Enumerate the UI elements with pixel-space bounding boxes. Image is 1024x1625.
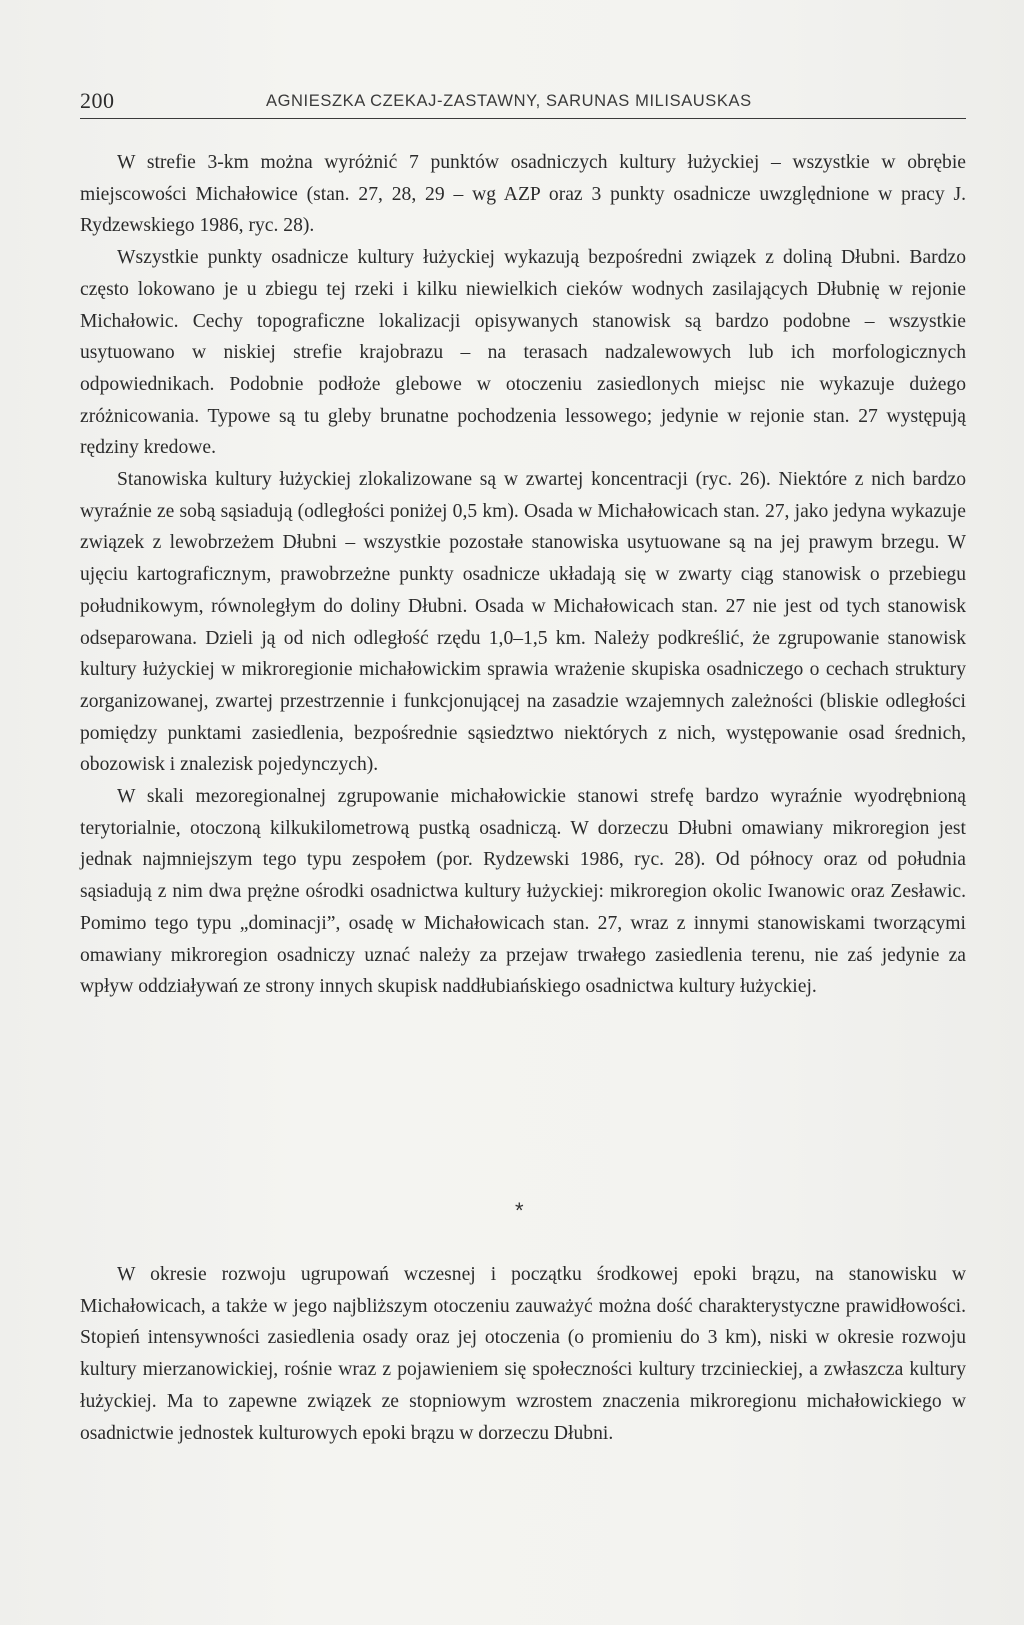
paragraph: Stanowiska kultury łużyckiej zlokalizowane są w zwartej koncentracji (ryc. 26). Niektóre z nich bardzo wyraźnie ze sobą sąsiadują (odległości poniżej 0,5 km). Osada w Michałowicach stan. 27, jako jedyna wykazuje związek z lewobrzeżem Dłubni – wszystkie pozostałe stanowiska usytuowane są na jej prawym brzegu. W ujęciu kartograficznym, prawobrzeżne punkty osadnicze układają się w zwarty ciąg stanowisk o przebiegu południkowym, równoległym do doliny Dłubni. Osada w Michałowicach stan. 27 nie jest od tych stanowisk odseparowana. Dzieli ją od nich odległość rzędu 1,0–1,5 km. Należy podkreślić, że zgrupowanie stanowisk kultury łużyckiej w mikroregionie michałowickim sprawia wrażenie skupiska osadniczego o cechach struktury zorganizowanej, zwartej przestrzennie i funkcjonującej na zasadzie wzajemnych zależności (bliskie odległości pomiędzy punktami zasiedlenia, bezpośrednie sąsiedztwo niektórych z nich, występowanie osad średnich, obozowisk i znalezisk pojedynczych).: [80, 469, 966, 776]
paragraph: W strefie 3-km można wyróżnić 7 punktów osadniczych kultury łużyckiej – wszystkie w obrębie miejscowości Michałowice (stan. 27, 28, 29 – wg AZP oraz 3 punkty osadnicze uwzględnione w pracy J. Rydzewskiego 1986, ryc. 28).: [80, 152, 966, 237]
text-section-bronze-age-summary: [80, 1259, 966, 1449]
paragraph: W okresie rozwoju ugrupowań wczesnej i początku środkowej epoki brązu, na stanowisku w Michałowicach, a także w jego najbliższym otoczeniu zauważyć można dość charakterystyczne prawidłowości. Stopień intensywności zasiedlenia osady oraz jej otoczenia (o promieniu do 3 km), niski w okresie rozwoju kultury mierzanowickiej, rośnie wraz z pojawieniem się społeczności kultury trzcinieckiej, a zwłaszcza kultury łużyckiej. Ma to zapewne związek ze stopniowym wzrostem znaczenia mikroregionu michałowickiego w osadnictwie jednostek kulturowych epoki brązu w dorzeczu Dłubni.: [80, 1264, 966, 1444]
paragraph: Wszystkie punkty osadnicze kultury łużyckiej wykazują bezpośredni związek z doliną Dłubni. Bardzo często lokowano je u zbiegu tej rzeki i kilku niewielkich cieków wodnych zasilających Dłubnię w rejonie Michałowic. Cechy topograficzne lokalizacji opisywanych stanowisk są bardzo podobne – wszystkie usytuowano w niskiej strefie krajobrazu – na terasach nadzalewowych lub ich morfologicznych odpowiednikach. Podobnie podłoże glebowe w otoczeniu zasiedlonych miejsc nie wykazuje dużego zróżnicowania. Typowe są tu gleby brunatne pochodzenia lessowego; jedynie w rejonie stan. 27 występują rędziny kredowe.: [80, 247, 966, 459]
text-section-lusatian-culture: [80, 147, 966, 1003]
page-number: 200: [80, 88, 115, 113]
section-separator: *: [515, 1198, 524, 1223]
running-header: [80, 88, 966, 119]
running-header-authors: AGNIESZKA CZEKAJ-ZASTAWNY, SARUNAS MILISAUSKAS: [266, 92, 752, 110]
paragraph: W skali mezoregionalnej zgrupowanie michałowickie stanowi strefę bardzo wyraźnie wyodrębnioną terytorialnie, otoczoną kilkukilometrową pustką osadniczą. W dorzeczu Dłubni omawiany mikroregion jest jednak najmniejszym tego typu zespołem (por. Rydzewski 1986, ryc. 28). Od północy oraz od południa sąsiadują z nim dwa prężne ośrodki osadnictwa kultury łużyckiej: mikroregion okolic Iwanowic oraz Zesławic. Pomimo tego typu „dominacji”, osadę w Michałowicach stan. 27, wraz z innymi stanowiskami tworzącymi omawiany mikroregion osadniczy uznać należy za przejaw trwałego zasiedlenia terenu, nie zaś jedynie za wpływ oddziaływań ze strony innych skupisk naddłubiańskiego osadnictwa kultury łużyckiej.: [80, 786, 966, 998]
